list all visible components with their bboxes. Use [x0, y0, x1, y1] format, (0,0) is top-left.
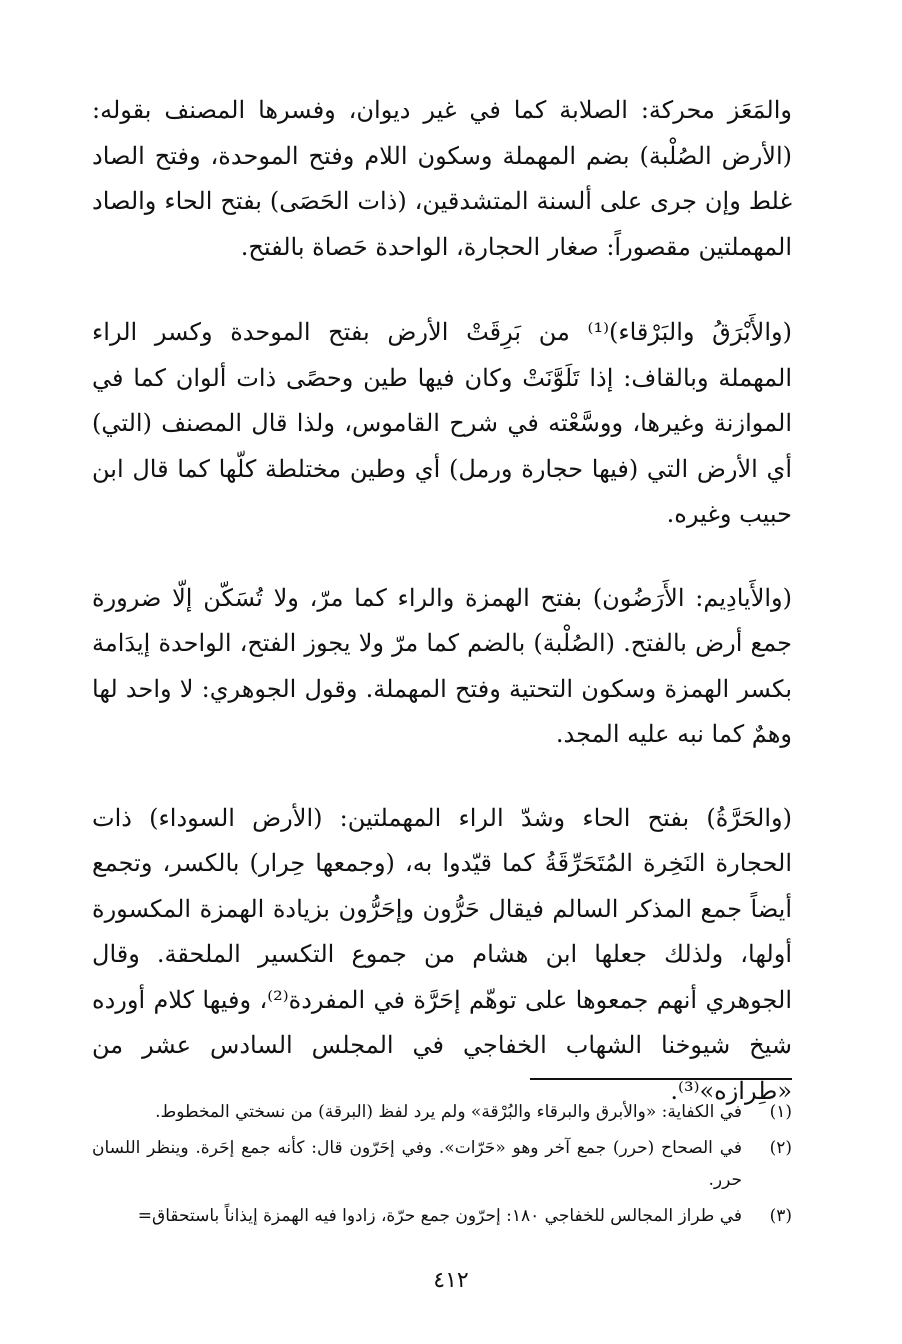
footnotes	[92, 1096, 792, 1236]
footnote-separator	[530, 1078, 792, 1080]
footnote-number: (٢)	[769, 1138, 792, 1158]
paragraph-3: (والأَيادِيم: الأَرَضُون) بفتح الهمزة والراء كما مرّ، ولا تُسَكّن إلّا ضرورة جمع أرض بالفتح. (الصُلْبة) بالضم كما مرّ ولا يجوز الفتح، الواحدة إيدَامة بكسر الهمزة وسكون التحتية وفتح المهملة. وقول الجوهري: لا واحد لها وهمٌ كما نبه عليه المجد.	[92, 583, 793, 748]
footnote-3	[92, 1200, 792, 1232]
footnote-text: في الصحاح (حرر) جمع آخر وهو «حَرّات». وفي إحَرّون قال: كأنه جمع إحَرة. وينظر اللسان حرر.	[92, 1138, 742, 1190]
footnote-2	[92, 1132, 792, 1196]
footnote-1	[92, 1096, 792, 1128]
paragraph-1: والمَعَز محركة: الصلابة كما في غير ديوان، وفسرها المصنف بقوله: (الأرض الصُلْبة) بضم المهملة وسكون اللام وفتح الموحدة، وفتح الصاد غلط وإن جرى على ألسنة المتشدقين، (ذات الحَصَى) بفتح الحاء والصاد المهملتين مقصوراً: صغار الحجارة، الواحدة حَصاة بالفتح.	[92, 96, 793, 261]
page-number: ٤١٢	[433, 1268, 469, 1293]
footnote-number: (٣)	[769, 1206, 792, 1226]
paragraph-4: (والحَرَّةُ) بفتح الحاء وشدّ الراء المهملتين: (الأرض السوداء) ذات الحجارة النَخِرة المُتَحَرِّقَةُ كما قيّدوا به، (وجمعها حِرار) بالكسر، وتجمع أيضاً جمع المذكر السالم فيقال حَرُّون وإحَرُّون بزيادة الهمزة المكسورة أولها، ولذلك جعلها ابن هشام من جموع التكسير الملحقة. وقال الجوهري أنهم جمعوها على توهّم إحَرَّة في المفردة⁽²⁾، وفيها كلام أورده شيخ شيوخنا الشهاب الخفاجي في المجلس السادس عشر من «طِرازه»⁽³⁾.	[92, 803, 792, 1105]
footnote-text: في الكفاية: «والأبرق والبرقاء والبُرْقة» ولم يرد لفظ (البرقة) من نسختي المخطوط.	[155, 1102, 742, 1122]
footnote-number: (١)	[769, 1102, 792, 1122]
main-text	[92, 88, 792, 1114]
footnote-text: في طراز المجالس للخفاجي ١٨٠: إحرّون جمع حرّة، زادوا فيه الهمزة إيذاناً باستحقاق=	[137, 1206, 742, 1226]
paragraph-2: (والأَبْرَقُ والبَرْقاء)⁽¹⁾ من بَرِقَتْ الأرض بفتح الموحدة وكسر الراء المهملة وبالقاف: إذا تَلَوَّنَتْ وكان فيها طين وحصًى ذات ألوان كما في الموازنة وغيرها، ووسَّعْته في شرح القاموس، ولذا قال المصنف (التي) أي الأرض التي (فيها حجارة ورمل) أي وطين مختلطة كلّها كما قال ابن حبيب وغيره.	[92, 318, 792, 528]
